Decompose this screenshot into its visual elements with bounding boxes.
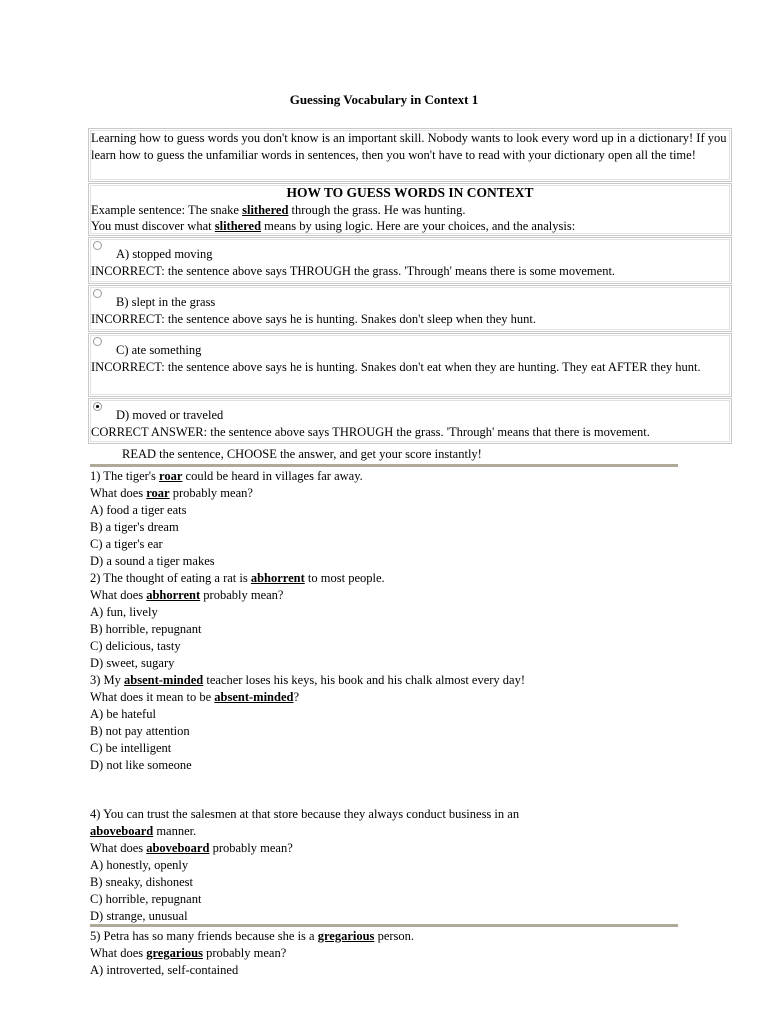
choice-b-analysis: INCORRECT: the sentence above says he is hunting. Snakes don't sleep when they hunt. [91,311,536,326]
question-text: 2) The thought of eating a rat is [90,571,251,585]
prompt-text: probably mean? [202,946,287,960]
prompt-text: ? [293,690,300,704]
option[interactable]: C) delicious, tasty [90,639,181,653]
discover-post: means by using logic. Here are your choices, and the analysis: [261,219,576,233]
prompt-text: What does [90,486,147,500]
prompt-text: probably mean? [209,841,293,855]
question-keyword: abhorrent [250,571,305,585]
option[interactable]: A) introverted, self-contained [90,963,239,977]
choice-a-radio[interactable] [93,241,102,250]
prompt-text: What does [90,588,147,602]
option[interactable]: D) sweet, sugary [90,656,175,670]
discover-sentence [91,218,729,235]
page-title: Guessing Vocabulary in Context 1 [289,92,479,107]
choice-a-analysis: INCORRECT: the sentence above says THROUGH the grass. 'Through' means there is some movement. [91,263,616,278]
intro-box [88,128,732,182]
option[interactable]: B) not pay attention [90,724,190,738]
question-text: 5) Petra has so many friends because she is a [90,929,318,943]
example-keyword: slithered [242,202,289,217]
question-text: 3) My [90,673,125,687]
choice-d-label: D) moved or traveled [116,408,224,422]
question-text: teacher loses his keys, his book and his chalk almost every day! [203,673,526,687]
choice-b-label: B) slept in the grass [116,295,216,309]
prompt-keyword: gregarious [146,946,203,960]
option[interactable]: B) horrible, repugnant [90,622,202,636]
prompt-text: probably mean? [200,588,284,602]
how-to-box [88,183,732,236]
prompt-text: probably mean? [169,486,253,500]
how-to-heading: HOW TO GUESS WORDS IN CONTEXT [286,185,534,200]
question-keyword: gregarious [317,929,375,943]
choice-d-box [88,398,732,444]
option[interactable]: B) sneaky, dishonest [90,875,193,889]
choice-a-label: A) stopped moving [116,247,213,261]
option[interactable]: D) a sound a tiger makes [90,554,215,568]
prompt-keyword: abhorrent [146,588,201,602]
question-text: person. [374,929,415,943]
example-post: through the grass. He was hunting. [288,202,466,217]
choice-c-radio[interactable] [93,337,102,346]
intro-text: Learning how to guess words you don't know is an important skill. Nobody wants to look every word up in a dictionary! If you learn how to guess the unfamiliar words in sentences, then you won't have to read with your dictionary open all the time! [91,131,727,162]
option[interactable]: A) fun, lively [90,605,158,619]
choice-d-analysis: CORRECT ANSWER: the sentence above says THROUGH the grass. 'Through' means that there is movement. [91,424,650,439]
option[interactable]: C) horrible, repugnant [90,892,202,906]
prompt-text: What does it mean to be [90,690,215,704]
discover-pre: You must discover what [91,219,215,233]
question-2 [90,570,570,672]
question-keyword: roar [159,469,183,483]
question-text: 4) You can trust the salesmen at that store because they always conduct business in an [90,807,520,821]
prompt-keyword: absent-minded [214,690,294,704]
choice-c-box [88,333,732,397]
question-text: could be heard in villages far away. [182,469,363,483]
choice-a-box [88,237,732,284]
option[interactable]: C) a tiger's ear [90,537,163,551]
option[interactable]: D) not like someone [90,758,192,772]
prompt-text: What does [90,841,147,855]
choice-c-label: C) ate something [116,343,202,357]
prompt-keyword: roar [146,486,170,500]
option[interactable]: A) be hateful [90,707,156,721]
option[interactable]: D) strange, unusual [90,909,188,923]
prompt-keyword: aboveboard [146,841,210,855]
choice-d-radio[interactable] [93,402,102,411]
question-text: 1) The tiger's [90,469,160,483]
option[interactable]: B) a tiger's dream [90,520,179,534]
question-4 [90,806,570,925]
question-3 [90,672,570,774]
prompt-text: What does [90,946,147,960]
discover-keyword: slithered [214,219,262,233]
question-1 [90,468,570,570]
question-keyword: aboveboard [90,824,154,838]
choice-c-analysis: INCORRECT: the sentence above says he is hunting. Snakes don't eat when they are hunting. They eat AFTER they hunt. [91,359,701,374]
choice-b-radio[interactable] [93,289,102,298]
question-text: to most people. [304,571,385,585]
question-keyword: absent-minded [124,673,204,687]
question-text: manner. [153,824,197,838]
choice-b-box [88,285,732,332]
instructions: READ the sentence, CHOOSE the answer, and get your score instantly! [122,447,482,461]
option[interactable]: C) be intelligent [90,741,172,755]
divider [90,464,678,467]
option[interactable]: A) honestly, openly [90,858,189,872]
divider [90,924,678,927]
question-5 [90,928,570,979]
example-sentence [91,202,729,219]
example-pre: Example sentence: The snake [91,202,243,217]
option[interactable]: A) food a tiger eats [90,503,187,517]
